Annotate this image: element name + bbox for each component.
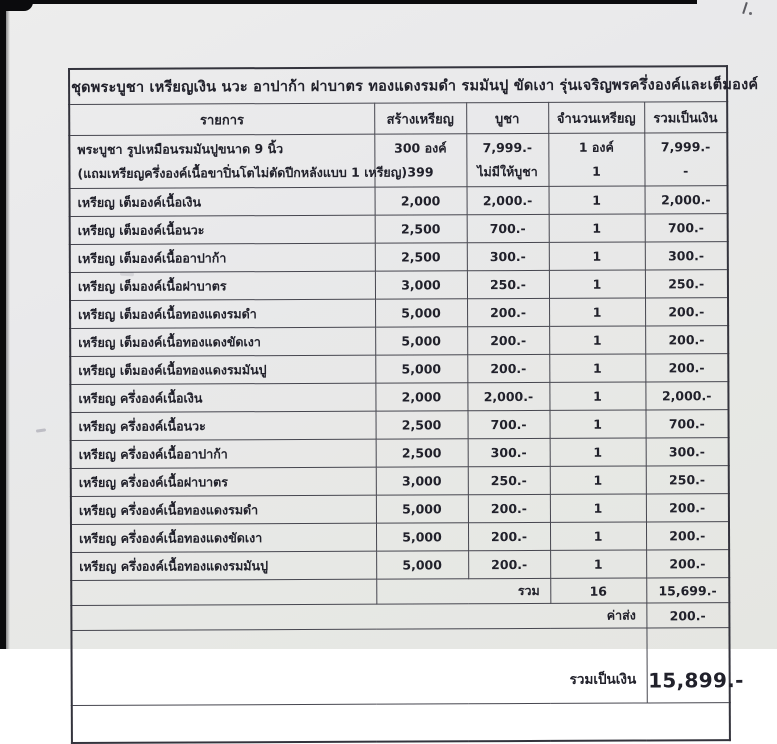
item-total-cell: 2,000.-	[645, 186, 728, 214]
price-table	[68, 65, 759, 744]
scan-top-edge	[0, 0, 697, 4]
item-qty-cell: 1	[549, 270, 645, 298]
table-row	[70, 270, 728, 301]
item-total-cell: 200.-	[645, 354, 728, 382]
item-price-cell: 200.-	[468, 494, 550, 522]
item-made-cell: 3,000	[375, 271, 467, 299]
empty-bottom-cell	[72, 703, 730, 743]
scan-smudge	[36, 428, 46, 432]
table-row	[71, 438, 729, 469]
item-name-cell: เหรียญ เต็มองค์เนื้อทองแดงขัดเงา	[70, 327, 375, 356]
table-row	[71, 494, 729, 525]
item-qty-cell: 1	[549, 354, 645, 382]
shipping-label: ค่าส่ง	[71, 603, 646, 631]
item-made-cell: 2,500	[376, 439, 468, 467]
item-name-cell: เหรียญ ครึ่งองค์เนื้อทองแดงขัดเงา	[71, 523, 376, 552]
item-price-line1: 7,999.-	[482, 139, 533, 156]
item-price-cell: 200.-	[468, 522, 550, 550]
item-price-cell: 200.-	[468, 550, 550, 578]
item-name-cell: เหรียญ เต็มองค์เนื้อทองแดงรมดำ	[70, 299, 375, 328]
table-row	[70, 382, 728, 413]
item-made-line1: 300 องค์	[394, 140, 447, 156]
item-qty-cell: 1	[550, 550, 646, 578]
column-header-qty: จำนวนเหรียญ	[548, 102, 644, 133]
subtotal-amount: 15,699.-	[646, 578, 729, 603]
item-price-cell: 700.-	[467, 214, 549, 242]
column-header-item: รายการ	[69, 103, 374, 135]
item-qty-line2: 1	[592, 163, 601, 179]
item-made-line2: 399	[407, 164, 434, 180]
table-title-row	[69, 66, 727, 104]
item-price-cell: 200.-	[467, 354, 549, 382]
item-made-cell: 2,500	[375, 243, 467, 271]
subtotal-qty: 16	[550, 578, 646, 603]
grand-total-amount: 15,899.-	[646, 628, 729, 703]
item-qty-cell: 1	[550, 466, 646, 494]
empty-bottom-row	[72, 703, 730, 743]
table-row	[70, 326, 728, 357]
item-made-cell: 5,000	[375, 355, 467, 383]
item-name-cell: เหรียญ เต็มองค์เนื้อนวะ	[70, 215, 375, 244]
item-qty-cell: 1	[550, 494, 646, 522]
item-name-cell: เหรียญ ครึ่งองค์เนื้อฝาบาตร	[71, 467, 376, 496]
table-row	[71, 522, 729, 553]
subtotal-label: รวม	[376, 578, 550, 604]
item-qty-cell: 1	[549, 382, 645, 410]
item-price-cell: 2,000.-	[467, 186, 549, 214]
item-price-cell: 200.-	[467, 298, 549, 326]
item-qty-cell: 1	[549, 242, 645, 270]
table-title: ชุดพระบูชา เหรียญเงิน นวะ อาปาก้า ฝาบาตร ทองแดงรมดำ รมมันปู ขัดเงา รุ่นเจริญพรครึ่งองค์และเต็มองค์	[69, 66, 727, 104]
item-total-cell	[644, 133, 727, 186]
table-row	[70, 354, 728, 385]
item-made-cell: 5,000	[376, 495, 468, 523]
subtotal-empty-cell	[71, 579, 376, 605]
pen-mark-dot	[749, 12, 752, 15]
item-made-cell: 2,000	[375, 383, 467, 411]
item-total-line1: 7,999.-	[660, 139, 711, 155]
item-qty-cell: 1	[550, 438, 646, 466]
item-total-cell: 700.-	[645, 214, 728, 242]
item-made-cell: 5,000	[375, 327, 467, 355]
item-name-cell: เหรียญ เต็มองค์เนื้อเงิน	[70, 187, 375, 216]
item-total-cell: 700.-	[645, 410, 728, 438]
item-price-cell: 300.-	[468, 438, 550, 466]
table-row	[70, 186, 728, 217]
item-total-cell: 300.-	[646, 438, 729, 466]
grand-total-label: รวมเป็นเงิน	[71, 628, 646, 706]
grand-total-row	[71, 628, 729, 706]
item-name-line1: พระบูชา รูปเหมือนรมมันปูขนาด 9 นิ้ว	[77, 141, 284, 157]
column-header-price: บูชา	[466, 102, 548, 133]
item-total-cell: 200.-	[646, 522, 729, 550]
item-qty-line1: 1 องค์	[578, 139, 614, 155]
item-total-cell: 250.-	[646, 466, 729, 494]
column-header-total: รวมเป็นเงิน	[644, 102, 727, 133]
shipping-row	[71, 603, 729, 631]
item-price-cell: 700.-	[467, 410, 549, 438]
table-row-bucha-statue	[69, 133, 727, 189]
column-header-made: สร้างเหรียญ	[374, 103, 466, 134]
table-header-row	[69, 102, 727, 136]
table-row	[71, 410, 729, 441]
item-qty-cell	[548, 133, 644, 186]
item-name-cell: เหรียญ ครึ่งองค์เนื้อทองแดงรมดำ	[71, 495, 376, 524]
item-made-cell: 2,500	[376, 411, 468, 439]
item-name-cell: เหรียญ ครึ่งองค์เนื้อทองแดงรมมันปู	[71, 551, 376, 580]
item-price-cell: 250.-	[468, 466, 550, 494]
item-qty-cell: 1	[549, 410, 645, 438]
item-price-line2: ไม่มีให้บูชา	[477, 163, 538, 180]
table-row	[70, 214, 728, 245]
item-total-cell: 200.-	[646, 550, 729, 578]
item-made-cell: 3,000	[376, 467, 468, 495]
item-total-cell: 300.-	[645, 242, 728, 270]
item-name-cell: เหรียญ ครึ่งองค์เนื้ออาปาก้า	[71, 439, 376, 468]
item-price-cell	[466, 133, 548, 186]
item-total-cell: 200.-	[645, 298, 728, 326]
subtotal-row	[71, 578, 729, 606]
table-row	[71, 466, 729, 497]
item-name-cell: เหรียญ เต็มองค์เนื้ออาปาก้า	[70, 243, 375, 272]
item-price-cell: 300.-	[467, 242, 549, 270]
item-name-cell	[69, 134, 408, 188]
item-made-cell: 2,500	[375, 215, 467, 243]
item-name-cell: เหรียญ เต็มองค์เนื้อฝาบาตร	[70, 271, 375, 300]
item-total-line2: -	[683, 163, 689, 179]
item-total-cell: 250.-	[645, 270, 728, 298]
table-row	[70, 298, 728, 329]
scan-left-edge-shadow	[6, 0, 10, 649]
item-made-cell: 5,000	[376, 523, 468, 551]
item-total-cell: 2,000.-	[645, 382, 728, 410]
item-qty-cell: 1	[549, 298, 645, 326]
item-qty-cell: 1	[549, 214, 645, 242]
pen-mark	[742, 2, 748, 14]
item-total-cell: 200.-	[645, 326, 728, 354]
table-row	[70, 242, 728, 273]
item-qty-cell: 1	[549, 186, 645, 214]
shipping-amount: 200.-	[646, 603, 729, 628]
item-name-cell: เหรียญ ครึ่งองค์เนื้อเงิน	[70, 383, 375, 412]
item-name-line2: (แถมเหรียญครึ่งองค์เนื้อขาปิ่นโตไม่ตัดปีกหลังแบบ 1 เหรียญ)	[77, 164, 408, 181]
item-made-cell: 2,000	[375, 187, 467, 215]
item-qty-cell: 1	[549, 326, 645, 354]
scan-top-left-corner	[0, 0, 33, 11]
item-name-cell: เหรียญ เต็มองค์เนื้อทองแดงรมมันปู	[70, 355, 375, 384]
item-made-cell: 5,000	[376, 551, 468, 579]
item-price-cell: 2,000.-	[467, 382, 549, 410]
table-row	[71, 550, 729, 581]
item-price-cell: 200.-	[467, 326, 549, 354]
item-price-cell: 250.-	[467, 270, 549, 298]
item-name-cell: เหรียญ ครึ่งองค์เนื้อนวะ	[71, 411, 376, 440]
item-total-cell: 200.-	[646, 494, 729, 522]
item-qty-cell: 1	[550, 522, 646, 550]
item-made-cell: 5,000	[375, 299, 467, 327]
